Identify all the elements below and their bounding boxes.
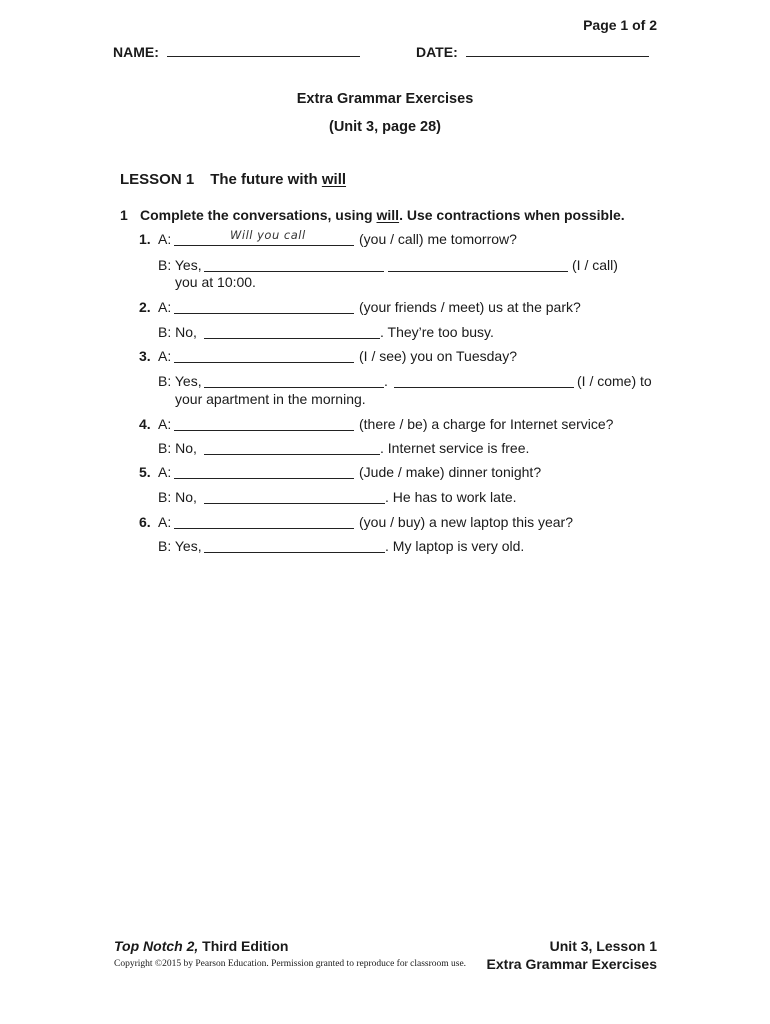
- name-label: NAME:: [113, 44, 159, 60]
- lesson-heading: [120, 171, 346, 188]
- instruction-text-end: . Use contractions when possible.: [399, 207, 625, 223]
- speaker-a: A:: [158, 299, 172, 315]
- verb-cue: (you / call) me tomorrow?: [359, 231, 517, 247]
- exercise-number: 2.: [139, 299, 151, 315]
- speaker-b: B: Yes,: [158, 538, 202, 554]
- instruction: [120, 207, 625, 223]
- book-title: Top Notch 2,: [114, 938, 199, 954]
- date-blank[interactable]: [466, 44, 649, 57]
- response-text: . Internet service is free.: [380, 440, 530, 456]
- answer-blank[interactable]: [174, 313, 354, 314]
- lesson-label: LESSON 1: [120, 171, 195, 188]
- answer-blank[interactable]: [204, 387, 384, 388]
- lesson-topic: The future with: [210, 171, 322, 188]
- date-field: [416, 44, 649, 60]
- speaker-b: B: No,: [158, 489, 197, 505]
- exercise-number: 3.: [139, 348, 151, 364]
- verb-cue: (there / be) a charge for Internet service?: [359, 416, 614, 432]
- answer-blank[interactable]: [174, 430, 354, 431]
- verb-cue: (I / come) to: [577, 373, 652, 389]
- verb-cue: (you / buy) a new laptop this year?: [359, 514, 574, 530]
- speaker-a: A:: [158, 514, 172, 530]
- speaker-a: A:: [158, 231, 172, 247]
- date-label: DATE:: [416, 44, 458, 60]
- instruction-text: Complete the conversations, using: [140, 207, 377, 223]
- handwritten-answer: Will you call: [230, 228, 306, 242]
- exercise-number: 1.: [139, 231, 151, 247]
- answer-blank[interactable]: [204, 552, 385, 553]
- continuation-text: your apartment in the morning.: [175, 391, 366, 407]
- lesson-topic-underlined: will: [321, 171, 347, 188]
- instruction-number: 1: [120, 207, 128, 223]
- exercise-number: 6.: [139, 514, 151, 530]
- answer-blank[interactable]: [204, 454, 380, 455]
- speaker-b: B: No,: [158, 440, 197, 456]
- speaker-a: A:: [158, 464, 172, 480]
- verb-cue: (your friends / meet) us at the park?: [359, 299, 581, 315]
- response-text: . They’re too busy.: [380, 324, 494, 340]
- answer-blank[interactable]: [174, 362, 354, 363]
- name-field: [113, 44, 360, 60]
- footer-section: Extra Grammar Exercises: [486, 956, 657, 972]
- worksheet-subtitle: (Unit 3, page 28): [329, 119, 441, 135]
- page-number: Page 1 of 2: [583, 17, 657, 33]
- answer-blank[interactable]: [174, 528, 354, 529]
- name-blank[interactable]: [167, 44, 360, 57]
- verb-cue: (I / call): [572, 257, 618, 273]
- answer-blank[interactable]: [204, 503, 385, 504]
- answer-blank[interactable]: [204, 338, 380, 339]
- answer-blank[interactable]: [174, 478, 354, 479]
- answer-blank-2[interactable]: [388, 271, 568, 272]
- footer-unit-lesson: Unit 3, Lesson 1: [549, 938, 657, 954]
- response-text: . My laptop is very old.: [385, 538, 525, 554]
- exercise-number: 4.: [139, 416, 151, 432]
- verb-cue: (I / see) you on Tuesday?: [359, 348, 517, 364]
- speaker-b: B: Yes,: [158, 257, 202, 273]
- speaker-b: B: Yes,: [158, 373, 202, 389]
- period: .: [384, 373, 388, 389]
- exercise-number: 5.: [139, 464, 151, 480]
- verb-cue: (Jude / make) dinner tonight?: [359, 464, 542, 480]
- speaker-b: B: No,: [158, 324, 197, 340]
- continuation-text: you at 10:00.: [175, 274, 256, 290]
- answer-blank-2[interactable]: [394, 387, 574, 388]
- instruction-underlined: will: [376, 207, 400, 223]
- response-text: . He has to work late.: [385, 489, 517, 505]
- speaker-a: A:: [158, 348, 172, 364]
- book-edition: Third Edition: [198, 938, 289, 954]
- worksheet-title: Extra Grammar Exercises: [296, 91, 474, 107]
- answer-blank[interactable]: [174, 245, 354, 246]
- answer-blank[interactable]: [204, 271, 384, 272]
- footer-book-title: [114, 938, 288, 954]
- footer-copyright: Copyright ©2015 by Pearson Education. Permission granted to reproduce for classroom use.: [114, 959, 467, 969]
- speaker-a: A:: [158, 416, 172, 432]
